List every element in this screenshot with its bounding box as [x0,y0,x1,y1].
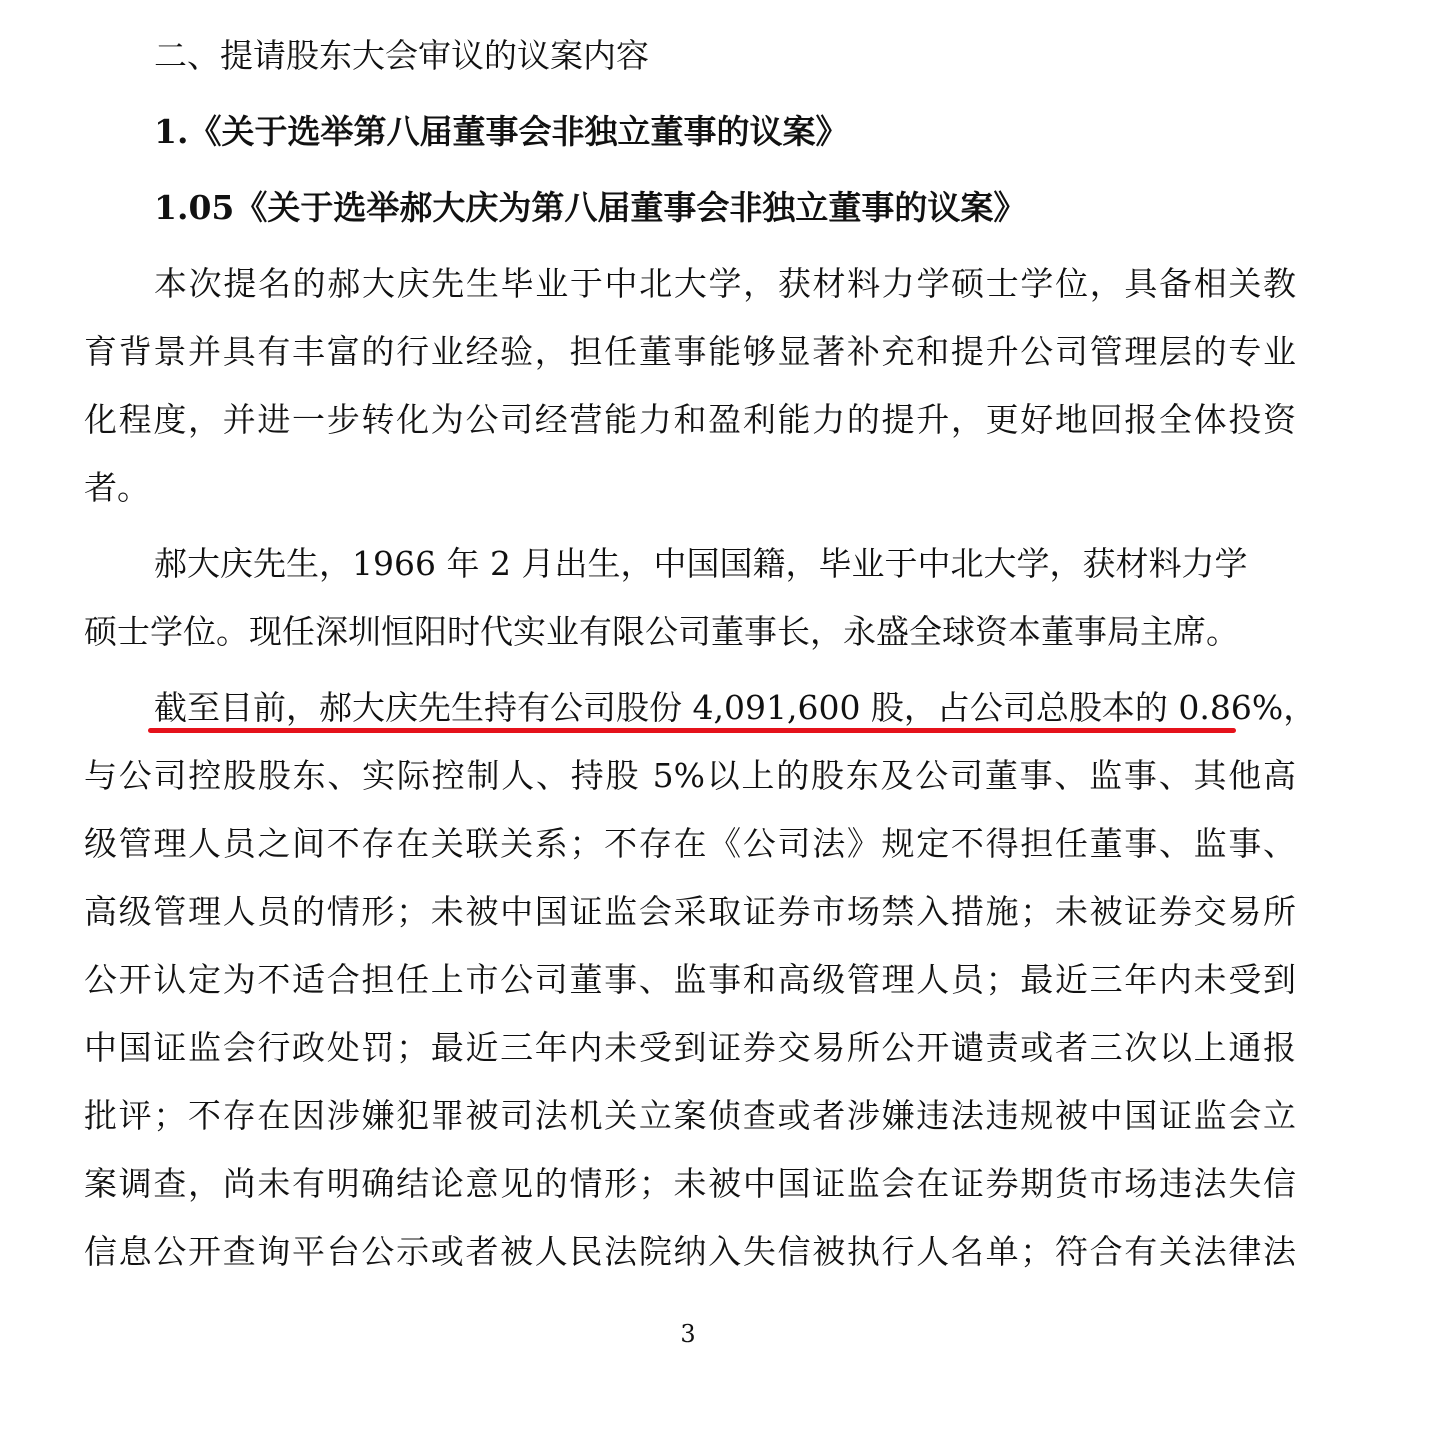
paragraph2-line: 硕士学位。现任深圳恒阳时代实业有限公司董事长，永盛全球资本董事局主席。 [84,612,1239,651]
highlighted-shareholding-line: 截至目前，郝大庆先生持有公司股份 4,091,600 股，占公司总股本的 0.86%， [154,688,1317,727]
paragraph1-line: 化程度，并进一步转化为公司经营能力和盈利能力的提升，更好地回报全体投资 [84,400,1296,439]
paragraph1-line: 本次提名的郝大庆先生毕业于中北大学，获材料力学硕士学位，具备相关教 [154,264,1296,303]
proposal-heading: 1.《关于选举第八届董事会非独立董事的议案》 [154,112,849,151]
red-underline-annotation [148,728,1236,733]
page-number: 3 [680,1320,696,1348]
paragraph1-line: 育背景并具有丰富的行业经验，担任董事能够显著补充和提升公司管理层的专业 [84,332,1296,371]
paragraph3-line: 高级管理人员的情形；未被中国证监会采取证券市场禁入措施；未被证券交易所 [84,892,1296,931]
section-heading: 二、提请股东大会审议的议案内容 [154,36,649,75]
paragraph3-line: 公开认定为不适合担任上市公司董事、监事和高级管理人员；最近三年内未受到 [84,960,1296,999]
paragraph1-line: 者。 [84,468,150,507]
paragraph3-line: 与公司控股股东、实际控制人、持股 5%以上的股东及公司董事、监事、其他高 [84,756,1296,795]
paragraph2-line: 郝大庆先生，1966 年 2 月出生，中国国籍，毕业于中北大学，获材料力学 [154,544,1248,583]
paragraph3-line: 级管理人员之间不存在关联关系；不存在《公司法》规定不得担任董事、监事、 [84,824,1296,863]
paragraph3-line: 信息公开查询平台公示或者被人民法院纳入失信被执行人名单；符合有关法律法 [84,1232,1296,1271]
paragraph3-line: 中国证监会行政处罚；最近三年内未受到证券交易所公开谴责或者三次以上通报 [84,1028,1296,1067]
paragraph3-line: 案调查，尚未有明确结论意见的情形；未被中国证监会在证券期货市场违法失信 [84,1164,1296,1203]
paragraph3-line: 批评；不存在因涉嫌犯罪被司法机关立案侦查或者涉嫌违法违规被中国证监会立 [84,1096,1296,1135]
sub-proposal-heading: 1.05《关于选举郝大庆为第八届董事会非独立董事的议案》 [154,188,1027,227]
